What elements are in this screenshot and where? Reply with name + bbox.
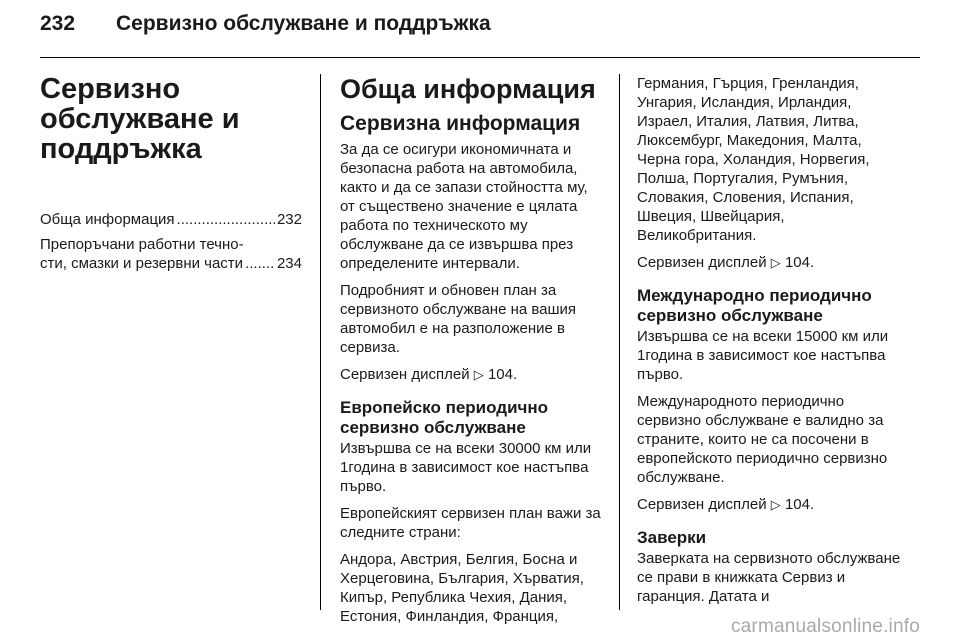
toc-entry-label: сти, смазки и резервни части (40, 255, 244, 272)
chapter-title: Сервизно обслужване и поддръжка (40, 73, 240, 165)
toc-leader-dots (245, 254, 275, 273)
country-list: Германия, Гърция, Гренландия, Унгария, Исландия, Ирландия, Израел, Италия, Латвия, Литва, Люксембург, Македония, Малта, Черна гора, Холандия, Норвегия, Полша, Португалия, Румъния, Словакия, Словения, Испания, Швеция, Швейцария, Великобритания. (637, 75, 870, 244)
column-divider (619, 74, 620, 610)
watermark: carmanualsonline.info (730, 616, 920, 637)
country-list: Андора, Австрия, Белгия, Босна и Херцеговина, България, Хърватия, Кипър, Република Чехия, Дания, Естония, Финландия, Франция, (340, 551, 584, 625)
service-display-reference[interactable]: Сервизен дисплей ▷ 104. (637, 496, 815, 513)
intro-paragraph: За да се осигури икономичната и безопасна работа на автомобила, както и да се запази стойността му, от съществено значение е цялата работа по техническото му обслужване да се извършва през определените интервали. (340, 141, 588, 272)
body-paragraph: Извършва се на всеки 30000 км или 1година в зависимост кое настъпва първо. (340, 440, 592, 495)
toc-page-number: 232 (276, 211, 302, 228)
toc-leader-dots (177, 210, 275, 229)
body-paragraph: Заверката на сервизното обслужване се прави в книжката Сервиз и гаранция. Датата и (637, 550, 901, 605)
content-column-1 (340, 74, 602, 634)
content-column-2 (637, 74, 901, 614)
body-paragraph: Извършва се на всеки 15000 км или 1година в зависимост кое настъпва първо. (637, 328, 889, 383)
toc-entry-label: Обща информация (40, 211, 175, 228)
column-divider (320, 74, 321, 610)
header-rule (40, 57, 920, 58)
toc-entry-fluids[interactable] (40, 235, 302, 273)
toc-entry-general-info[interactable] (40, 210, 302, 229)
toc-page-number: 234 (276, 255, 302, 272)
page-header (40, 12, 920, 48)
page-number: 232 (40, 12, 76, 35)
notes-heading: Заверки (637, 528, 707, 547)
running-header-title: Сервизно обслужване и поддръжка (116, 12, 491, 35)
body-paragraph: Европейският сервизен план важи за следните страни: (340, 505, 601, 541)
triangle-ref-icon: ▷ (473, 367, 484, 382)
intro-paragraph: Подробният и обновен план за сервизното обслужване на вашия автомобил е на разположение в сервиза. (340, 282, 577, 356)
service-display-reference[interactable]: Сервизен дисплей ▷ 104. (340, 366, 518, 383)
toc-entry-label: Препоръчани работни течно- (40, 236, 244, 253)
body-paragraph: Международното периодично сервизно обслужване е валидно за страните, които не са посочени в европейското периодично сервизно обслужване. (637, 393, 888, 486)
triangle-ref-icon: ▷ (770, 255, 781, 270)
chapter-column (40, 74, 302, 279)
service-display-reference[interactable]: Сервизен дисплей ▷ 104. (637, 254, 815, 271)
international-service-heading: Международно периодично сервизно обслужване (637, 286, 872, 325)
subsection-title: Сервизна информация (340, 112, 581, 135)
section-title: Обща информация (340, 74, 596, 104)
european-service-heading: Европейско периодично сервизно обслужване (340, 398, 549, 437)
triangle-ref-icon: ▷ (770, 497, 781, 512)
